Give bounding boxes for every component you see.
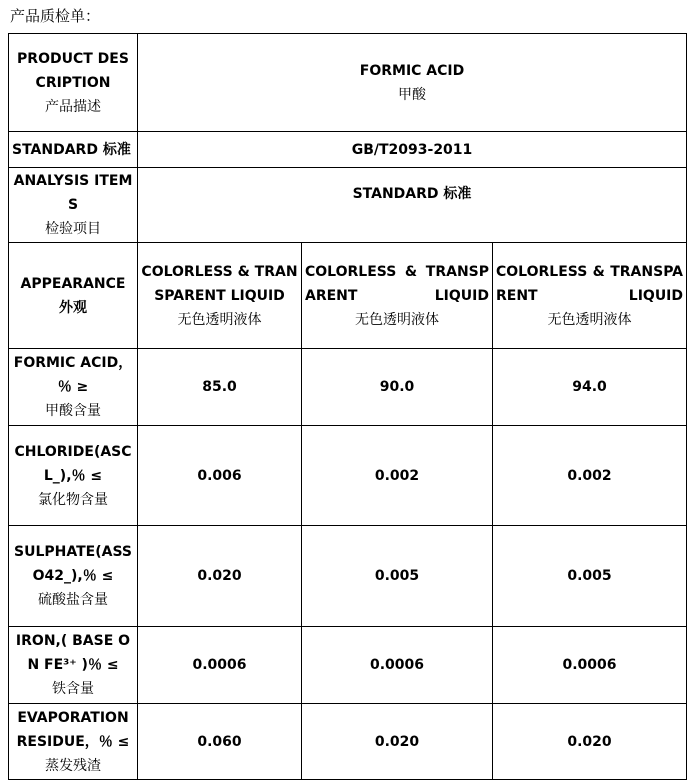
analysis-items-row	[9, 168, 687, 243]
appearance-value-zh: 无色透明液体	[547, 311, 632, 328]
row-label-zh: 甲酸含量	[45, 403, 101, 419]
formic-acid-value-2: 90.0	[302, 349, 493, 426]
spec-table	[8, 33, 687, 780]
evaporation-residue-row	[9, 704, 687, 780]
chloride-value-1: 0.006	[138, 426, 302, 526]
iron-value-3: 0.0006	[493, 627, 687, 704]
chloride-value-2: 0.002	[302, 426, 493, 526]
formic-acid-value-1: 85.0	[138, 349, 302, 426]
iron-row	[9, 627, 687, 704]
appearance-value-2	[302, 243, 493, 349]
appearance-value-en: COLORLESS & TRANSPARENT LIQUID	[496, 263, 684, 304]
row-label-en: FORMIC ACID，％ ≥	[13, 355, 133, 395]
formic-acid-value-3: 94.0	[493, 349, 687, 426]
sulphate-value-2: 0.005	[302, 526, 493, 627]
row-label-en: CHLORIDE(ASCL_),％ ≤	[14, 443, 132, 484]
appearance-value-1	[138, 243, 302, 349]
row-label-en: EVAPORATION RESIDUE，％ ≤	[16, 709, 130, 750]
product-description-row	[9, 34, 687, 132]
product-name-zh: 甲酸	[398, 86, 426, 103]
appearance-value-en: COLORLESS & TRANSPARENT LIQUID	[141, 263, 298, 304]
standard-row	[9, 132, 687, 168]
appearance-label: APPEARANCE 外观	[9, 243, 138, 349]
product-description-value	[138, 34, 687, 132]
analysis-items-label-en: ANALYSIS ITEMS	[13, 173, 133, 213]
row-label-zh: 蒸发残渣	[45, 757, 101, 774]
standard-header: STANDARD 标准	[138, 168, 687, 243]
formic-acid-row	[9, 349, 687, 426]
iron-label	[9, 627, 138, 704]
chloride-label	[9, 426, 138, 526]
formic-acid-label	[9, 349, 138, 426]
row-label-zh: 氯化物含量	[38, 491, 108, 508]
product-description-label-zh: 产品描述	[45, 98, 101, 115]
standard-value: GB/T2093-2011	[138, 132, 687, 168]
evaporation-residue-value-1: 0.060	[138, 704, 302, 780]
product-description-label	[9, 34, 138, 132]
appearance-row	[9, 243, 687, 349]
row-label-zh: 硫酸盐含量	[38, 592, 108, 608]
analysis-items-label-zh: 检验项目	[45, 221, 101, 237]
standard-label: STANDARD 标准	[9, 132, 138, 168]
product-description-label-en: PRODUCT DESCRIPTION	[17, 50, 129, 91]
sulphate-label	[9, 526, 138, 627]
appearance-value-en: COLORLESS & TRANSPARENT LIQUID	[305, 263, 489, 304]
iron-value-1: 0.0006	[138, 627, 302, 704]
row-label-zh: 铁含量	[52, 681, 94, 697]
analysis-items-label	[9, 168, 138, 243]
sulphate-value-3: 0.005	[493, 526, 687, 627]
evaporation-residue-label	[9, 704, 138, 780]
sulphate-row	[9, 526, 687, 627]
appearance-value-3	[493, 243, 687, 349]
document-caption: 产品质检单：	[10, 7, 101, 25]
evaporation-residue-value-2: 0.020	[302, 704, 493, 780]
chloride-row	[9, 426, 687, 526]
chloride-value-3: 0.002	[493, 426, 687, 526]
evaporation-residue-value-3: 0.020	[493, 704, 687, 780]
appearance-value-zh: 无色透明液体	[177, 311, 262, 328]
row-label-en: IRON,( BASE ON FE³⁺ )％ ≤	[15, 633, 131, 673]
iron-value-2: 0.0006	[302, 627, 493, 704]
row-label-en: SULPHATE(ASSO42_),％ ≤	[14, 544, 132, 584]
appearance-value-zh: 无色透明液体	[355, 311, 439, 328]
product-name-en: FORMIC ACID	[359, 62, 465, 79]
sulphate-value-1: 0.020	[138, 526, 302, 627]
